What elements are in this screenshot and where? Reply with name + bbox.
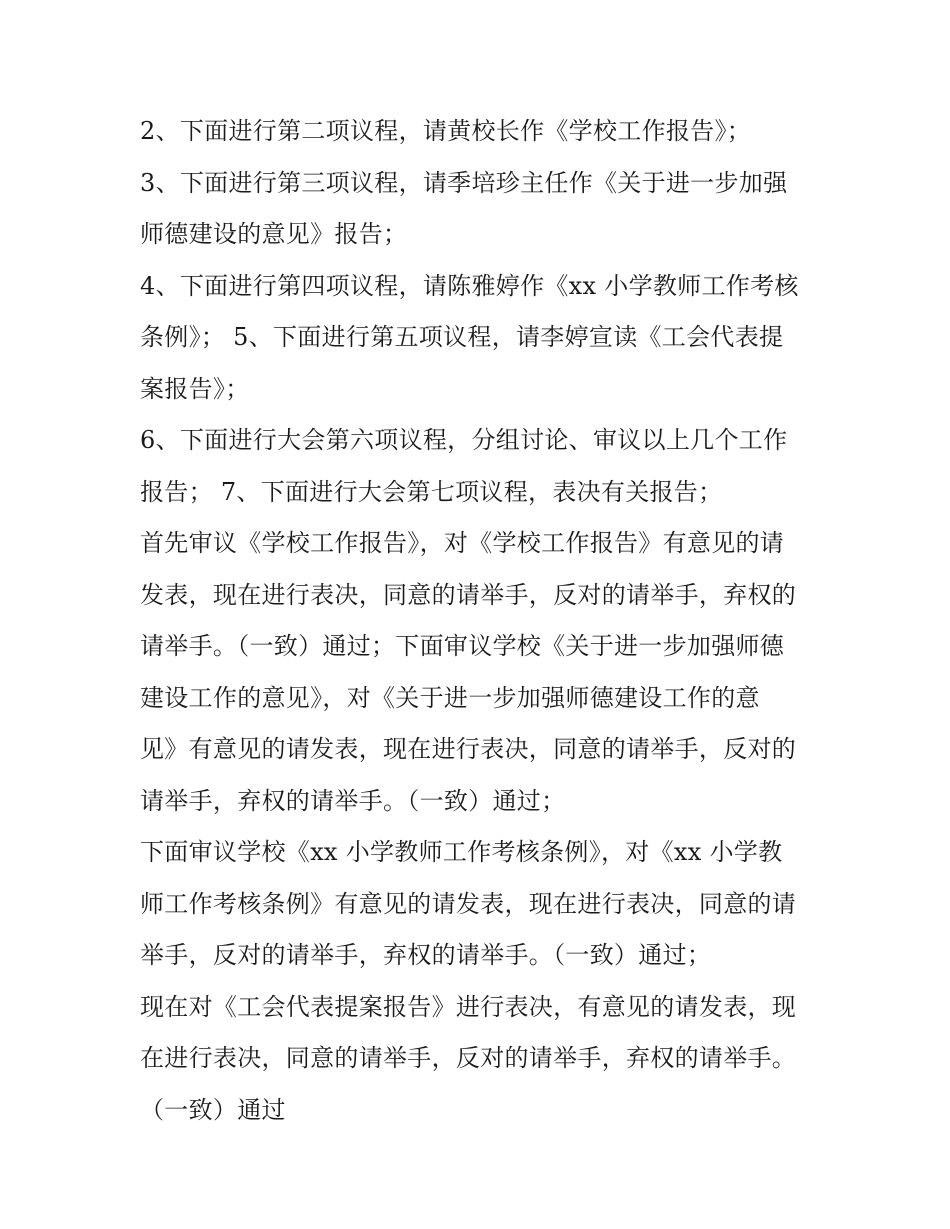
text-line: 师工作考核条例》有意见的请发表，现在进行表决，同意的请 [140,889,797,918]
text-line: 请举手。（一致）通过；下面审议学校《关于进一步加强师德 [140,632,785,660]
text-line: 建设工作的意见》，对《关于进一步加强师德建设工作的意 [140,683,760,712]
text-line: 4、下面进行第四项议程，请陈雅婷作《xx 小学教师工作考核 [140,271,799,300]
text-line: 6、下面进行大会第六项议程，分组讨论、审议以上几个工作 [140,426,788,454]
text-line: 条例》； 5、下面进行第五项议程，请李婷宣读《工会代表提 [140,323,784,351]
text-line: 3、下面进行第三项议程，请季培珍主任作《关于进一步加强 [140,168,788,197]
text-line: 举手，反对的请举手，弃权的请举手。（一致）通过； [140,941,712,969]
text-line: 发表，现在进行表决，同意的请举手，反对的请举手，弃权的 [140,580,797,609]
text-line: 在进行表决，同意的请举手，反对的请举手，弃权的请举手。 [140,1044,797,1072]
text-line: 见》有意见的请发表，现在进行表决，同意的请举手，反对的 [140,735,797,763]
text-line: 2、下面进行第二项议程，请黄校长作《学校工作报告》； [140,117,752,145]
text-line: 现在对《工会代表提案报告》进行表决，有意见的请发表，现 [140,992,797,1021]
text-line: （一致）通过 [140,1095,286,1124]
text-line: 报告； 7、下面进行大会第七项议程，表决有关报告； [140,477,723,506]
text-line: 师德建设的意见》报告； [140,220,408,248]
text-line: 请举手，弃权的请举手。（一致）通过； [140,786,566,815]
text-line: 案报告》； [140,374,250,403]
document-body [140,106,830,1136]
text-line: 下面审议学校《xx 小学教师工作考核条例》，对《xx 小学教 [140,838,783,866]
text-line: 首先审议《学校工作报告》，对《学校工作报告》有意见的请 [140,529,785,557]
